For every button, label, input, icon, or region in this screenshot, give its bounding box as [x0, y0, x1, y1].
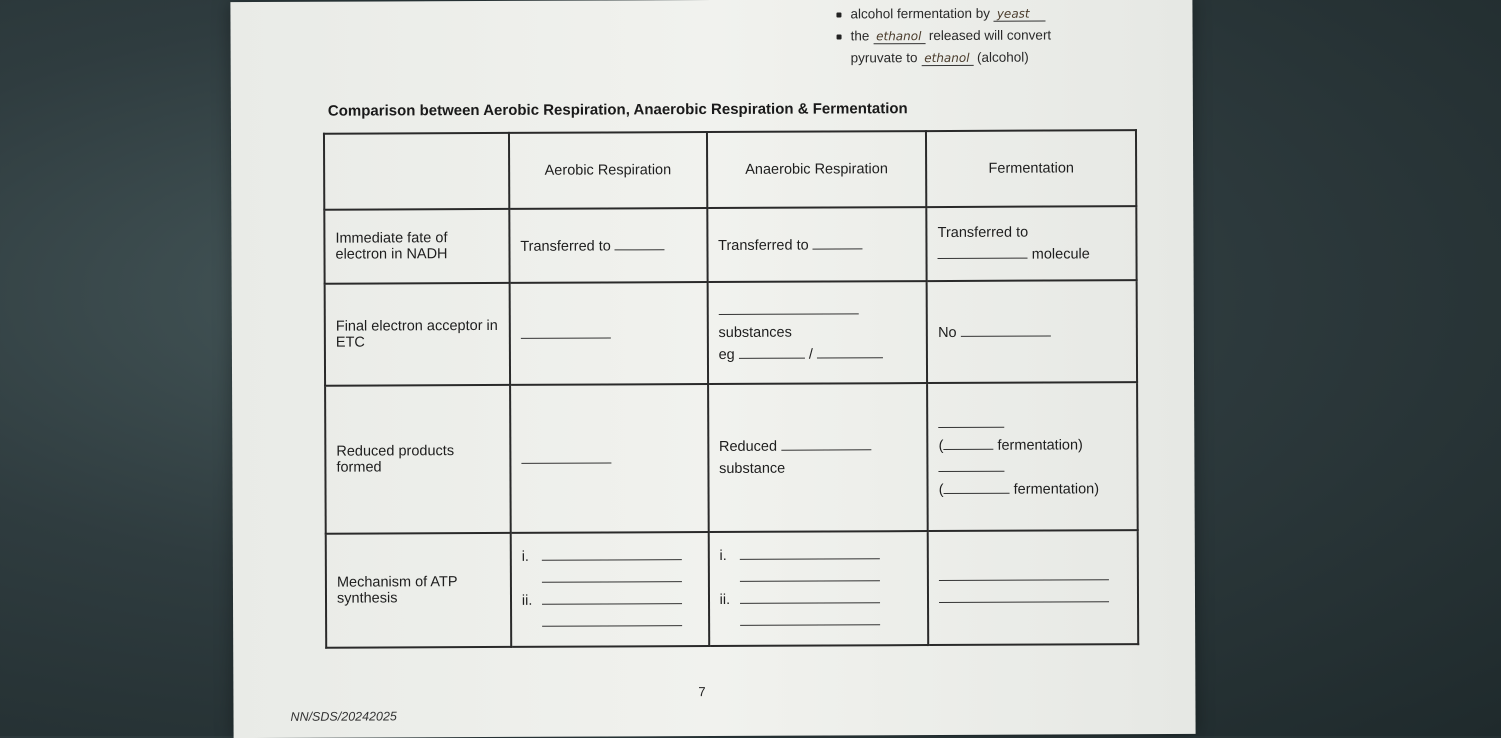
cell-text: i.	[719, 547, 727, 564]
blank-line	[939, 589, 1109, 603]
row-label: Reduced products formed	[325, 385, 511, 534]
bullet-text: (alcohol)	[976, 49, 1029, 65]
bullet-text: released will convert	[928, 27, 1052, 44]
blank-line	[781, 437, 871, 450]
table-cell	[511, 532, 709, 647]
cell-line-group	[938, 243, 1126, 266]
cell-text: fermentation)	[997, 437, 1083, 454]
cell-text: /	[808, 346, 813, 363]
cell-line-group	[522, 545, 698, 568]
header-fermentation: Fermentation	[926, 130, 1136, 207]
header-anaerobic: Anaerobic Respiration	[707, 131, 927, 208]
blank-line	[740, 568, 880, 582]
cell-line-group	[720, 610, 918, 633]
cell-text: ii.	[719, 591, 731, 608]
bullet-text: pyruvate to	[850, 50, 918, 66]
cell-text: (	[938, 481, 944, 499]
blank-line	[939, 459, 1005, 472]
cell-line-group	[939, 587, 1127, 610]
comparison-table	[323, 129, 1139, 649]
table-cell	[707, 207, 927, 282]
bullet-text: alcohol fermentation by	[850, 5, 991, 22]
blank-line	[961, 323, 1051, 336]
blank-line	[939, 567, 1109, 581]
header-cell-empty	[324, 133, 509, 210]
handwritten-answer: yeast	[994, 7, 1046, 22]
bullet-marker	[836, 12, 841, 17]
cell-line-group	[939, 565, 1127, 588]
page-number: 7	[698, 684, 706, 700]
document-code: NN/SDS/20242025	[290, 709, 397, 724]
table-cell	[928, 530, 1138, 645]
blank-line	[739, 346, 805, 359]
cell-line-group	[939, 456, 1127, 479]
cell-line-group	[939, 478, 1127, 501]
blank-line	[944, 481, 1010, 494]
cell-line-group	[522, 567, 698, 590]
blank-line	[817, 345, 883, 358]
cell-text: (	[938, 437, 944, 455]
cell-line-group	[720, 566, 918, 589]
cell-text: i.	[521, 548, 529, 565]
table-cell	[927, 280, 1137, 383]
row-label: Immediate fate of electron in NADH	[324, 209, 509, 284]
table-row	[325, 382, 1138, 534]
handwritten-answer: ethanol	[921, 51, 973, 66]
bullet-text: the	[850, 28, 870, 44]
cell-text: Reduced	[718, 438, 778, 455]
table-cell	[509, 208, 707, 283]
bullet-item	[851, 25, 1052, 48]
blank-line	[739, 546, 879, 560]
blank-line	[615, 237, 665, 250]
row-label: Final electron acceptor in ETC	[325, 283, 510, 386]
worksheet-page	[230, 0, 1195, 738]
bullet-marker	[837, 34, 842, 39]
handwritten-answer: ethanol	[873, 29, 925, 44]
cell-text: Transferred to	[520, 237, 611, 255]
table-row	[326, 530, 1138, 648]
table-cell	[927, 206, 1137, 281]
blank-line	[542, 569, 682, 583]
cell-line-group	[718, 299, 916, 322]
blank-line	[740, 612, 880, 626]
bullet-list	[850, 3, 1051, 70]
blank-line	[718, 301, 858, 315]
cell-line-group	[719, 343, 917, 366]
cell-text: No	[938, 324, 957, 341]
blank-line	[938, 246, 1028, 259]
cell-text: substances	[718, 324, 792, 341]
cell-line-group	[939, 434, 1127, 457]
cell-text: fermentation)	[1013, 481, 1100, 498]
cell-text: substance	[719, 460, 786, 477]
cell-line-group	[522, 611, 698, 634]
bullet-item	[851, 47, 1052, 70]
table-header-row	[324, 130, 1136, 210]
header-aerobic: Aerobic Respiration	[509, 132, 707, 209]
blank-line	[542, 591, 682, 605]
blank-line	[542, 613, 682, 627]
blank-line	[943, 437, 993, 450]
table-cell	[927, 382, 1137, 531]
table-cell	[509, 282, 707, 385]
cell-line-group	[720, 588, 918, 611]
cell-line-group	[938, 412, 1126, 435]
cell-text: Transferred to	[718, 237, 809, 254]
blank-line	[813, 236, 863, 249]
blank-line	[521, 325, 611, 338]
cell-line-group	[522, 589, 698, 612]
row-label: Mechanism of ATP synthesis	[326, 533, 511, 648]
table-row	[325, 280, 1137, 386]
blank-line	[542, 547, 682, 561]
cell-text: molecule	[1031, 246, 1090, 263]
blank-line	[521, 450, 611, 463]
table-cell	[707, 281, 927, 384]
cell-line-group	[719, 435, 917, 458]
cell-line-group	[719, 544, 917, 567]
table-cell	[708, 531, 928, 646]
cell-text: eg	[718, 346, 735, 363]
blank-line	[938, 415, 1004, 428]
cell-text: ii.	[521, 592, 533, 609]
cell-text: Transferred to	[937, 224, 1029, 242]
table-cell	[510, 384, 708, 533]
table-row	[324, 206, 1136, 284]
table-cell	[708, 383, 928, 532]
section-title: Comparison between Aerobic Respiration, Anaerobic Respiration & Fermentation	[327, 100, 908, 120]
bullet-item	[850, 3, 1051, 26]
blank-line	[740, 590, 880, 604]
